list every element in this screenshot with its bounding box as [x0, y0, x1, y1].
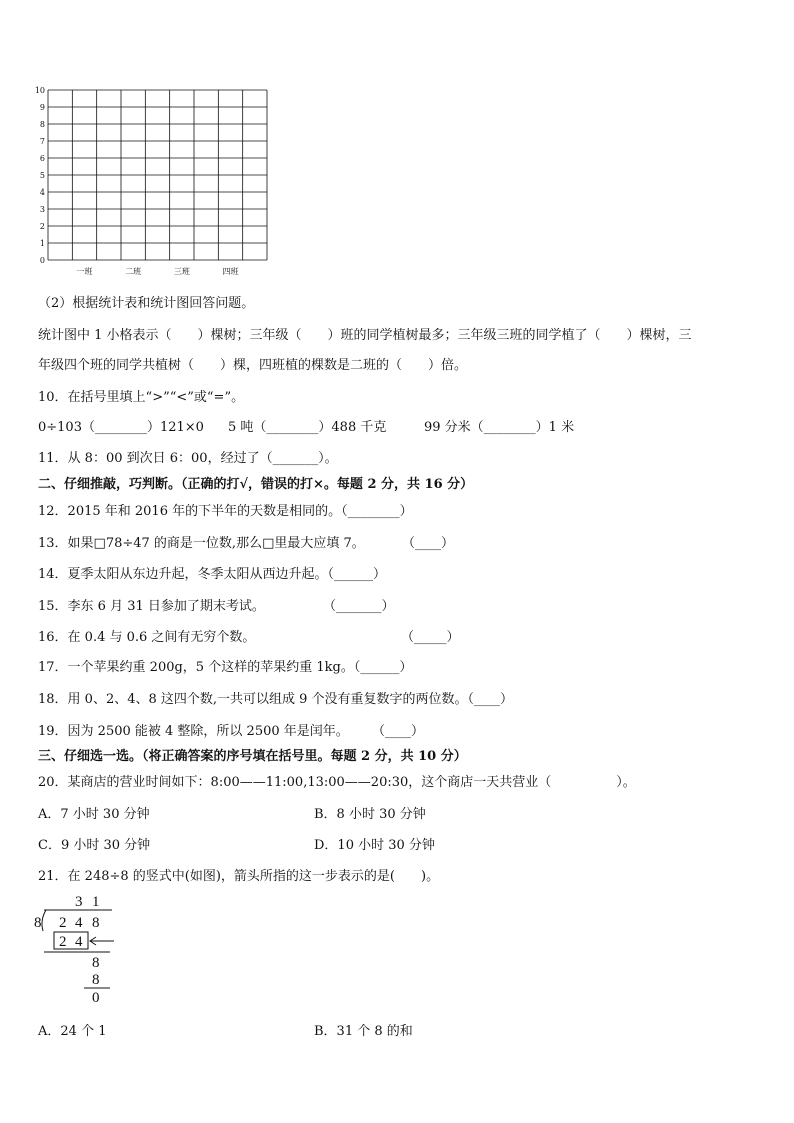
step3-digit: 8 [92, 972, 100, 988]
dividend-digit-3: 8 [92, 915, 100, 931]
q10-title: 10．在括号里填上“>”“<”或“=”。 [38, 390, 245, 405]
q9-2-line1: 统计图中 1 小格表示（ ）棵树；三年级（ ）班的同学植树最多；三年级三班的同学植了（ ）棵树，三 [38, 328, 692, 343]
q10-item-1: 0÷103（________）121×0 [38, 420, 204, 435]
step1-digit-2: 4 [75, 934, 83, 950]
bar-chart-grid [30, 82, 270, 282]
dividend-digit-1: 2 [59, 915, 67, 931]
q14: 14．夏季太阳从东边升起，冬季太阳从西边升起。（______） [38, 567, 387, 582]
q12: 12．2015 年和 2016 年的下半年的天数是相同的。（________） [38, 504, 413, 519]
q19-blank: （____） [372, 724, 425, 739]
y-tick-label: 6 [39, 154, 45, 163]
q15: 15．李东 6 月 31 日参加了期末考试。 [38, 599, 265, 614]
x-category-label: 三班 [173, 267, 190, 276]
long-division-figure [30, 888, 130, 1008]
divisor: 8 [34, 915, 42, 931]
y-tick-label: 0 [39, 256, 45, 265]
y-tick-label: 8 [39, 120, 45, 129]
q13: 13．如果□78÷47 的商是一位数,那么□里最大应填 7。 [38, 536, 365, 551]
q20-option-d: D．10 小时 30 分钟 [314, 838, 435, 853]
dividend-digit-2: 4 [75, 915, 83, 931]
q15-blank: （_______） [323, 599, 395, 614]
y-tick-label: 7 [39, 137, 45, 146]
q16-blank: （_____） [401, 630, 460, 645]
q20-option-b: B．8 小时 30 分钟 [314, 807, 426, 822]
q20-option-c: C．9 小时 30 分钟 [38, 838, 151, 853]
q21-option-b: B．31 个 8 的和 [314, 1024, 413, 1039]
q9-2-title: （2）根据统计表和统计图回答问题。 [38, 296, 255, 311]
q10-item-3: 99 分米（________）1 米 [424, 420, 575, 435]
quotient-digit-2: 1 [92, 894, 100, 910]
q20-title: 20．某商店的营业时间如下：8:00——11:00,13:00——20:30，这个商店一天共营业（ ）。 [38, 775, 636, 790]
q13-blank: （____） [402, 536, 455, 551]
q20-option-a: A．7 小时 30 分钟 [38, 807, 150, 822]
division-bracket [42, 910, 46, 931]
step1-digit-1: 2 [59, 934, 67, 950]
x-category-label: 四班 [222, 267, 239, 276]
quotient-digit-1: 3 [75, 894, 83, 910]
y-tick-label: 4 [39, 188, 45, 197]
q16: 16．在 0.4 与 0.6 之间有无穷个数。 [38, 630, 256, 645]
section-3-heading: 三、仔细选一选。（将正确答案的序号填在括号里。每题 2 分，共 10 分） [38, 749, 467, 764]
q17: 17．一个苹果约重 200g，5 个这样的苹果约重 1kg。（______） [38, 660, 413, 675]
y-tick-label: 10 [34, 86, 45, 95]
x-category-label: 一班 [76, 267, 93, 276]
q11: 11．从 8：00 到次日 6：00，经过了（_______）。 [38, 451, 338, 466]
q10-item-2: 5 吨（________）488 千克 [228, 420, 387, 435]
q19: 19．因为 2500 能被 4 整除，所以 2500 年是闰年。 [38, 724, 349, 739]
section-2-heading: 二、仔细推敲，巧判断。（正确的打√，错误的打×。每题 2 分，共 16 分） [38, 477, 474, 492]
q9-2-line2: 年级四个班的同学共植树（ ）棵，四班植的棵数是二班的（ ）倍。 [38, 358, 468, 373]
step2-digit: 8 [92, 955, 100, 971]
remainder: 0 [92, 990, 100, 1006]
y-tick-label: 3 [39, 205, 45, 214]
q21-option-a: A．24 个 1 [38, 1024, 107, 1039]
y-tick-label: 9 [39, 103, 45, 112]
x-category-label: 二班 [125, 267, 142, 276]
y-tick-label: 5 [39, 171, 45, 180]
y-tick-label: 2 [39, 222, 45, 231]
q21-title: 21．在 248÷8 的竖式中(如图)，箭头所指的这一步表示的是( )。 [38, 869, 440, 884]
y-tick-label: 1 [39, 239, 45, 248]
q18: 18．用 0、2、4、8 这四个数,一共可以组成 9 个没有重复数字的两位数。（____） [38, 692, 514, 707]
